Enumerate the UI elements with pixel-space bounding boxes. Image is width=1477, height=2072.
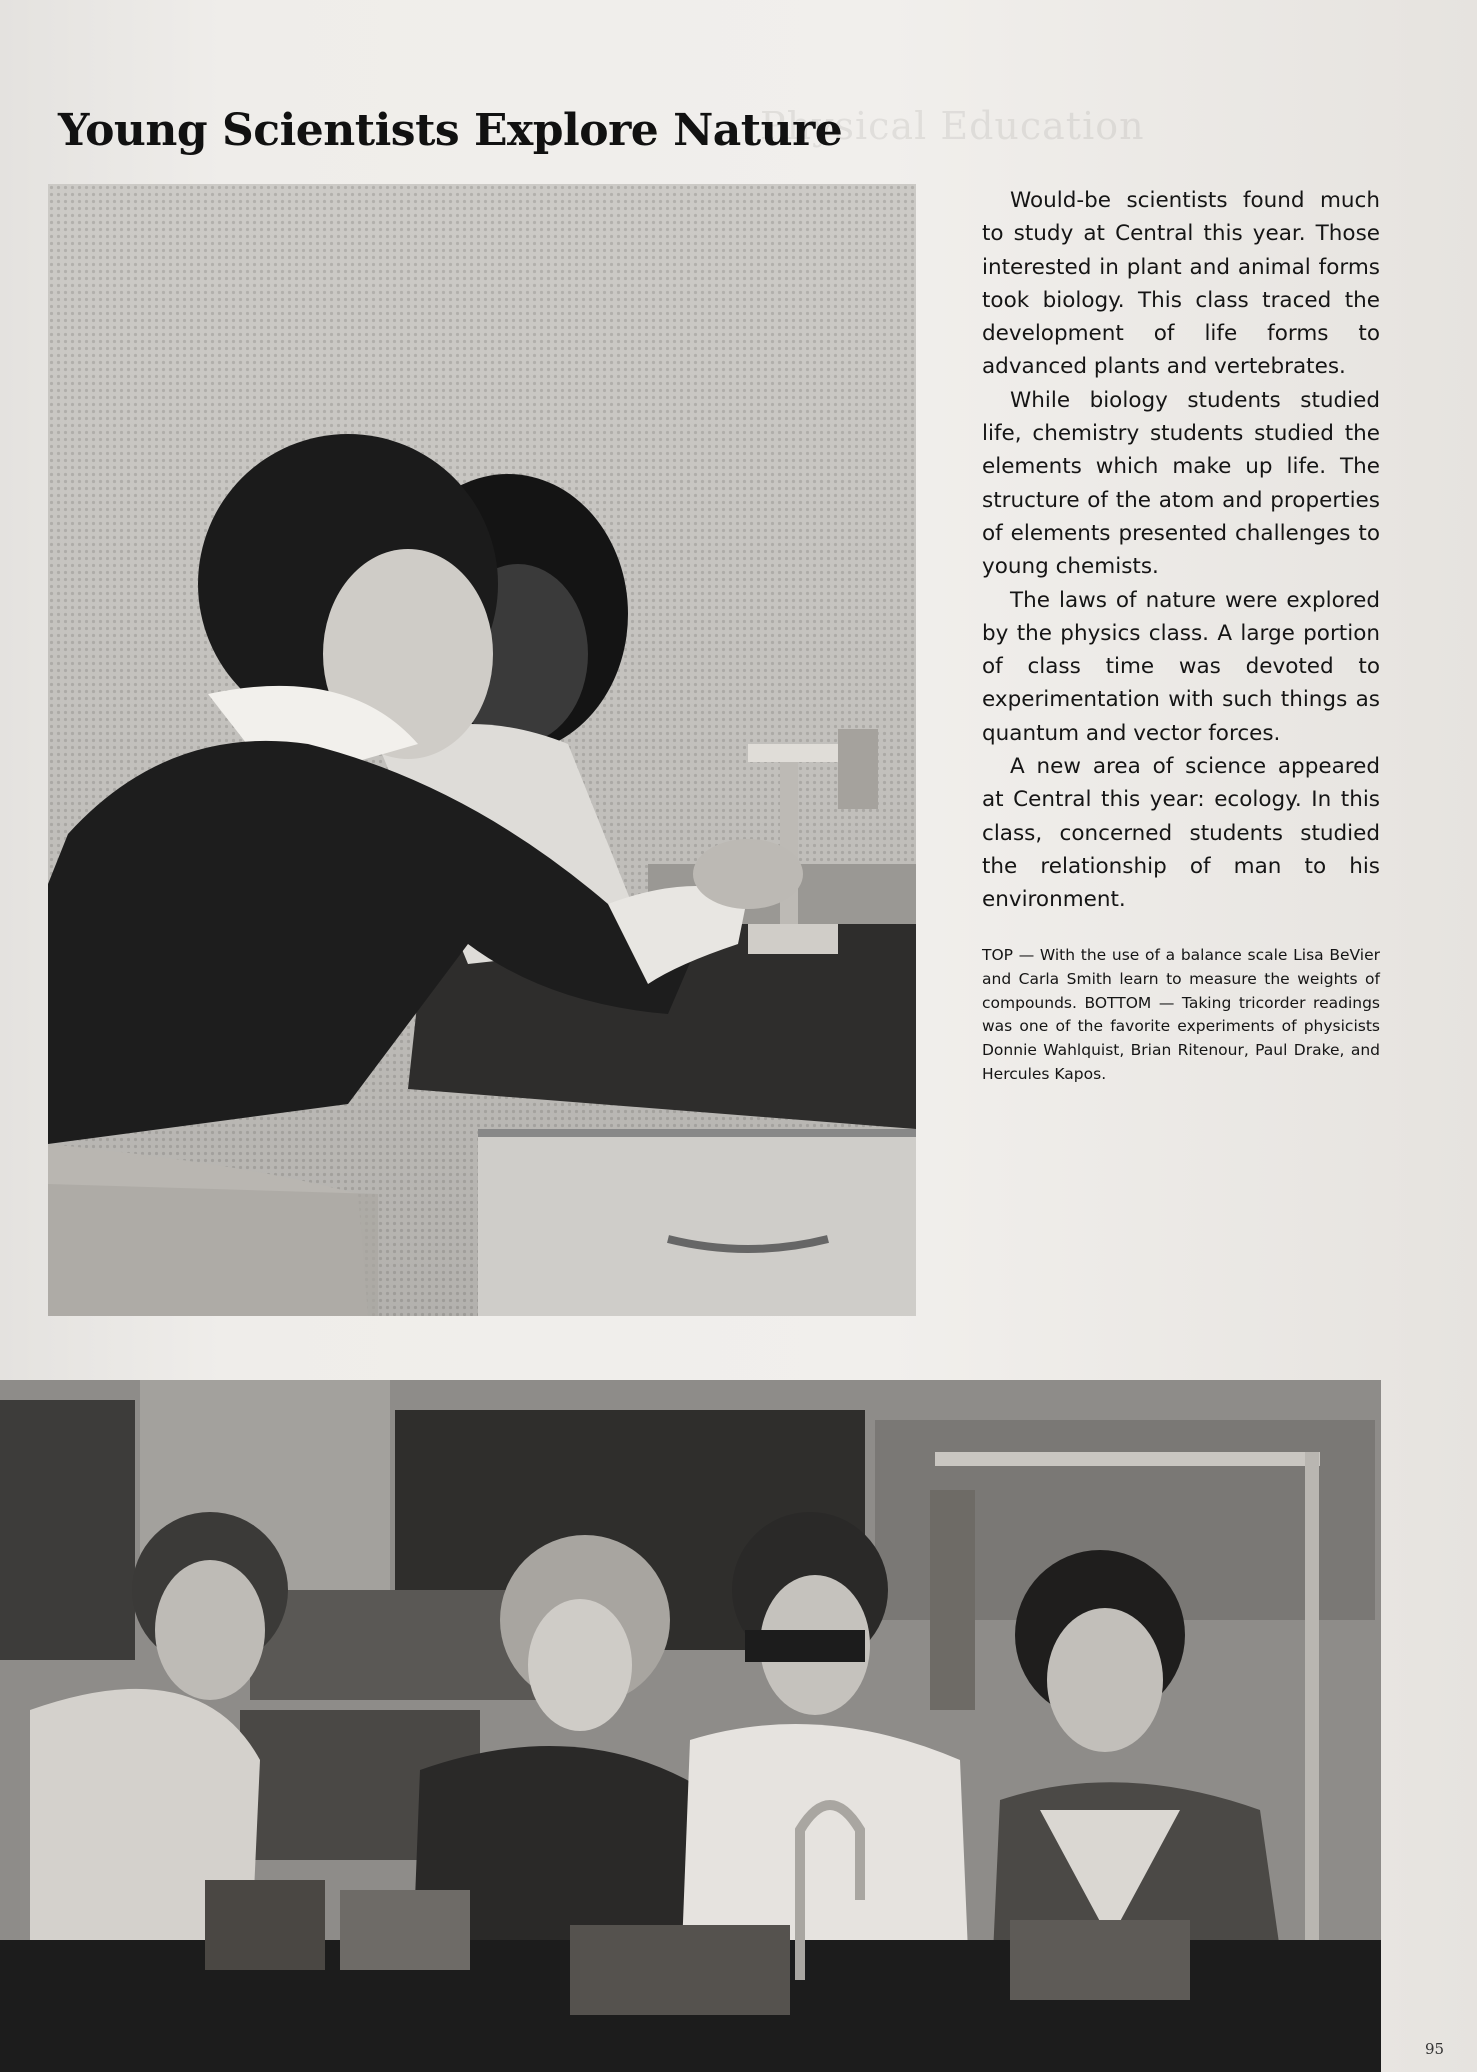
top-photo-image bbox=[48, 184, 916, 1316]
article-paragraph: The laws of nature were explored by the physics class. A large portion of class time was devoted to experimentation with such things as quantum and vector forces. bbox=[982, 587, 1380, 746]
article-paragraph: Would-be scientists found much to study at Central this year. Those interested in plant and animal forms took biology. This class traced the development of life forms to advanced plants and vertebrates. bbox=[982, 188, 1380, 380]
page-title: Young Scientists Explore Nature bbox=[58, 105, 843, 156]
bottom-photo-image bbox=[0, 1380, 1381, 2072]
article-body bbox=[982, 184, 1380, 917]
top-photo bbox=[48, 184, 916, 1316]
article-paragraph: While biology students studied life, chemistry students studied the elements which make up life. The structure of the atom and properties of elements presented challenges to young chemists. bbox=[982, 387, 1380, 580]
bleed-through-text: Physical Education bbox=[760, 104, 1145, 148]
bottom-photo bbox=[0, 1380, 1381, 2072]
photo-caption: TOP — With the use of a balance scale Lisa BeVier and Carla Smith learn to measure the weights of compounds. BOTTOM — Taking tricorder readings was one of the favorite experiments of physicists Donnie Wahlquist, Brian Ritenour, Paul Drake, and Hercules Kapos. bbox=[982, 946, 1380, 1083]
article-paragraph: A new area of science appeared at Central this year: ecology. In this class, concerned students studied the relationship of man to his environment. bbox=[982, 754, 1380, 913]
page-number: 95 bbox=[1425, 2040, 1445, 2058]
